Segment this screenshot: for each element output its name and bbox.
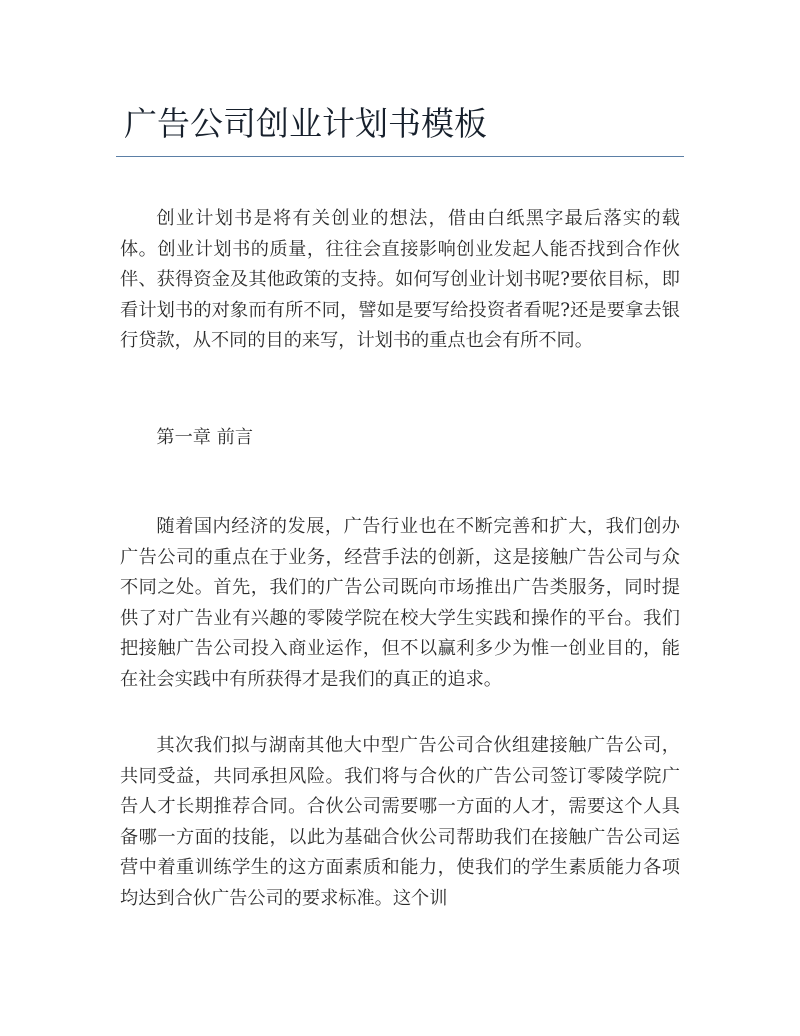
preface-paragraph-block-2	[120, 731, 680, 914]
preface-paragraph-1: 随着国内经济的发展，广告行业也在不断完善和扩大，我们创办广告公司的重点在于业务，经营手法的创新，这是接触广告公司与众不同之处。首先，我们的广告公司既向市场推出广告类服务，同时提供了对广告业有兴趣的零陵学院在校大学生实践和操作的平台。我们把接触广告公司投入商业运作，但不以赢利多少为惟一创业目的，能在社会实践中有所获得才是我们的真正的追求。	[120, 516, 680, 690]
document-title: 广告公司创业计划书模板	[124, 104, 487, 143]
preface-paragraph-block	[120, 512, 680, 695]
chapter-heading: 第一章 前言	[156, 427, 254, 448]
intro-paragraph-block	[120, 204, 680, 357]
chapter-heading-block	[120, 423, 680, 454]
preface-paragraph-2: 其次我们拟与湖南其他大中型广告公司合伙组建接触广告公司，共同受益，共同承担风险。我们将与合伙的广告公司签订零陵学院广告人才长期推荐合同。合伙公司需要哪一方面的人才，需要这个人具备哪一方面的技能，以此为基础合伙公司帮助我们在接触广告公司运营中着重训练学生的这方面素质和能力，使我们的学生素质能力各项均达到合伙广告公司的要求标准。这个训	[120, 735, 680, 909]
intro-paragraph: 创业计划书是将有关创业的想法，借由白纸黑字最后落实的载体。创业计划书的质量，往往会直接影响创业发起人能否找到合作伙伴、获得资金及其他政策的支持。如何写创业计划书呢?要依目标，即看计划书的对象而有所不同，譬如是要写给投资者看呢?还是要拿去银行贷款，从不同的目的来写，计划书的重点也会有所不同。	[120, 208, 680, 351]
title-divider	[116, 156, 684, 157]
